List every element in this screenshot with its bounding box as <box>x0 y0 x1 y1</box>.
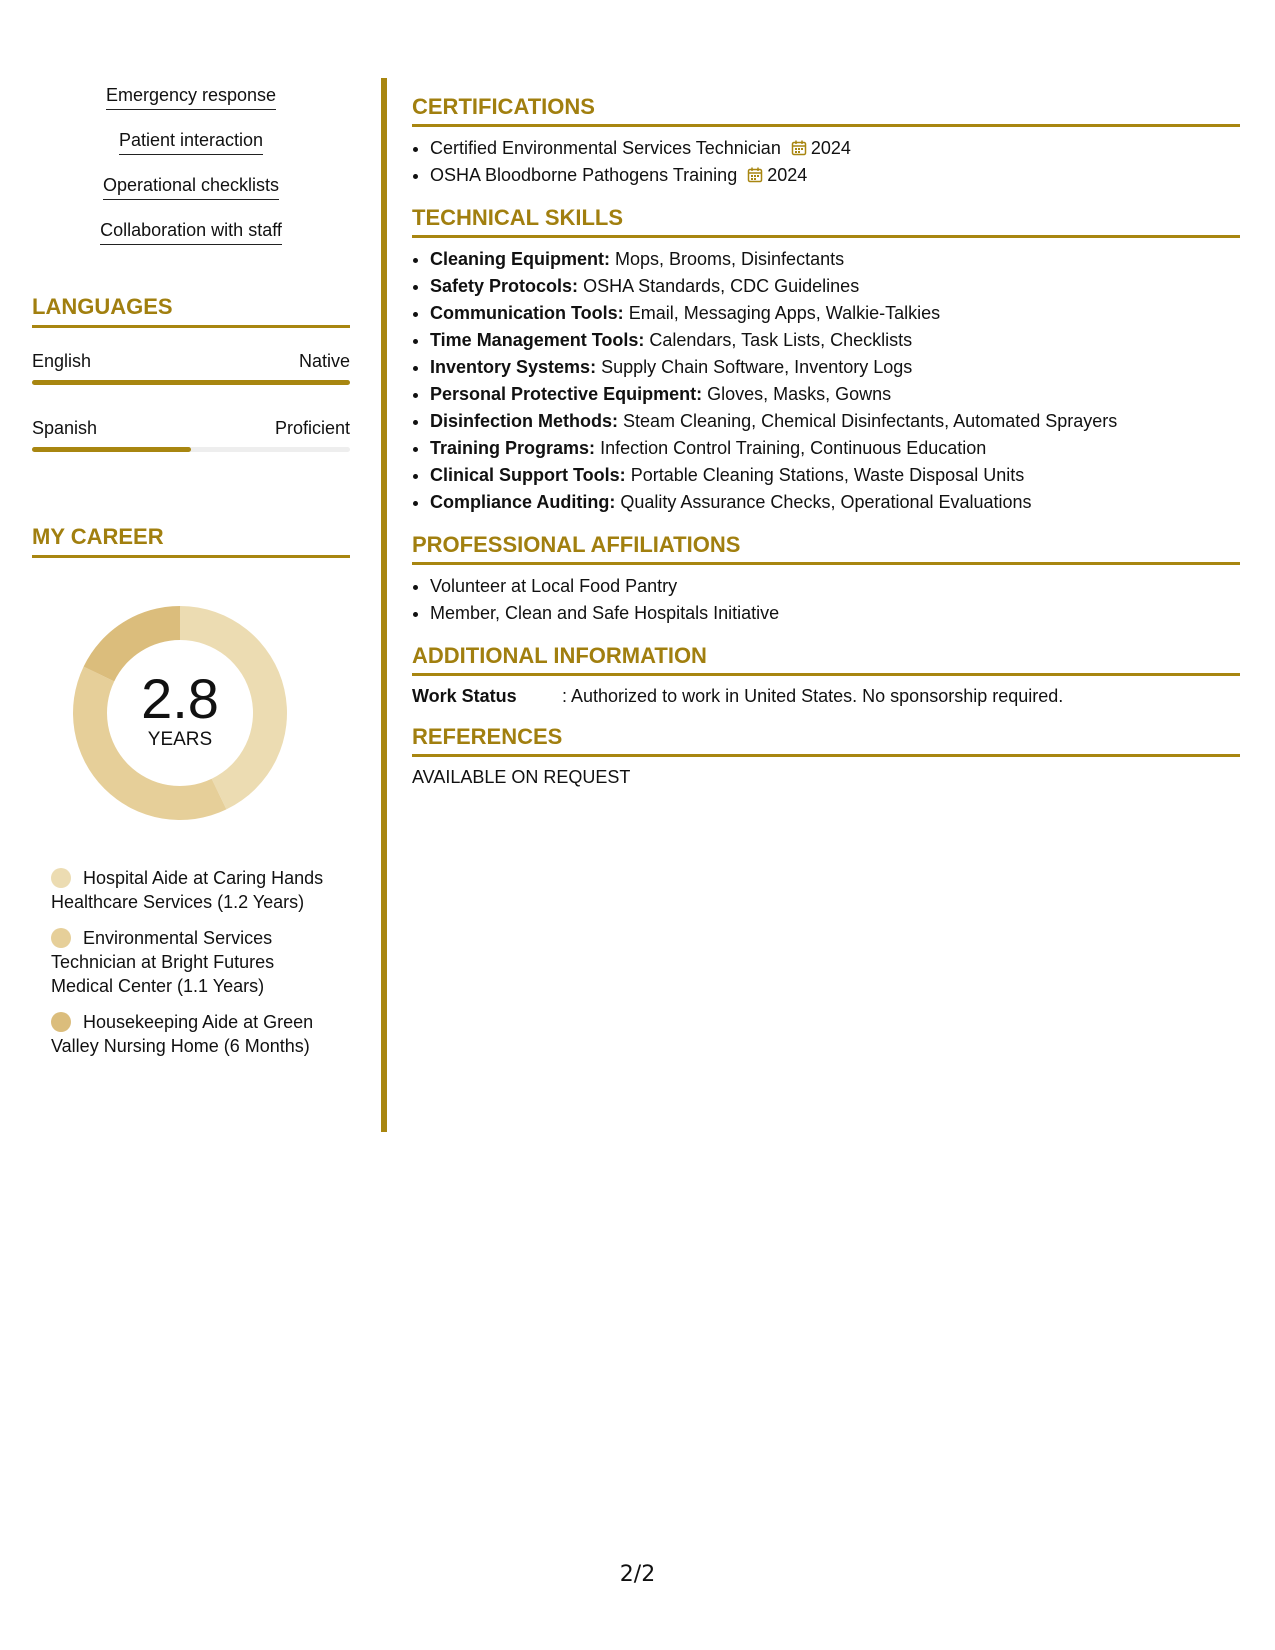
page-number: 2/2 <box>619 1562 656 1587</box>
technical-skill-item <box>430 300 1240 327</box>
affiliation-item: • Volunteer at Local Food Pantry <box>430 573 1240 600</box>
column-divider <box>381 78 387 1132</box>
work-status-row <box>412 684 1240 708</box>
career-donut-chart <box>65 598 295 828</box>
certification-item <box>430 162 1240 189</box>
skill-label: Compliance Auditing: <box>430 492 616 512</box>
skill-label: Safety Protocols: <box>430 276 579 296</box>
skill-label: Clinical Support Tools: <box>430 465 626 485</box>
technical-skill-item <box>430 354 1240 381</box>
work-status-value: : Authorized to work in United States. No sponsorship required. <box>562 686 1064 706</box>
legend-dot <box>51 928 71 948</box>
additional-info-section <box>412 643 1240 708</box>
certifications-list <box>412 135 1240 189</box>
certification-name: OSHA Bloodborne Pathogens Training <box>430 165 738 185</box>
certifications-title: CERTIFICATIONS <box>412 94 1240 127</box>
language-level-bar <box>32 380 350 385</box>
language-level-fill <box>32 380 350 385</box>
skill-value: Steam Cleaning, Chemical Disinfectants, Automated Sprayers <box>623 411 1118 431</box>
affiliations-list <box>412 573 1240 627</box>
skill-tag: Operational checklists <box>103 174 279 200</box>
career-label: Hospital Aide at Caring Hands Healthcare Services (1.2 Years) <box>51 868 324 912</box>
skill-value: Mops, Brooms, Disinfectants <box>615 249 845 269</box>
skill-value: Portable Cleaning Stations, Waste Disposal Units <box>630 465 1025 485</box>
skill-value: Supply Chain Software, Inventory Logs <box>601 357 913 377</box>
career-label: Environmental Services Technician at Bright Futures Medical Center (1.1 Years) <box>51 928 275 996</box>
languages-title: LANGUAGES <box>32 294 350 328</box>
left-column <box>32 84 350 1070</box>
skill-label: Training Programs: <box>430 438 596 458</box>
skill-value: Quality Assurance Checks, Operational Evaluations <box>620 492 1032 512</box>
career-total-unit: YEARS <box>147 729 213 750</box>
affiliations-section <box>412 532 1240 627</box>
technical-skill-item <box>430 381 1240 408</box>
technical-skills-list <box>412 246 1240 516</box>
language-level-bar <box>32 447 350 452</box>
career-total-value: 2.8 <box>141 667 219 730</box>
technical-skill-item <box>430 408 1240 435</box>
career-donut-center <box>65 598 295 828</box>
skill-value: Email, Messaging Apps, Walkie-Talkies <box>628 303 941 323</box>
language-level-fill <box>32 447 191 452</box>
technical-skills-section <box>412 205 1240 516</box>
technical-skill-item <box>430 273 1240 300</box>
career-label: Housekeeping Aide at Green Valley Nursing Home (6 Months) <box>51 1012 314 1056</box>
affiliations-title: PROFESSIONAL AFFILIATIONS <box>412 532 1240 565</box>
right-column <box>412 94 1240 805</box>
language-name: Spanish <box>32 418 98 438</box>
skill-label: Time Management Tools: <box>430 330 645 350</box>
languages-section <box>32 294 350 452</box>
language-level: Proficient <box>274 418 350 438</box>
certification-year: 2024 <box>767 165 808 185</box>
calendar-icon <box>791 140 807 156</box>
technical-skill-item <box>430 246 1240 273</box>
career-legend-item <box>51 1010 331 1058</box>
skill-label: Communication Tools: <box>430 303 624 323</box>
technical-skill-item <box>430 462 1240 489</box>
language-level: Native <box>298 351 350 371</box>
skill-value: Gloves, Masks, Gowns <box>707 384 892 404</box>
additional-info-title: ADDITIONAL INFORMATION <box>412 643 1240 676</box>
certification-year: 2024 <box>810 138 851 158</box>
skill-tags <box>32 84 350 264</box>
technical-skill-item <box>430 327 1240 354</box>
career-legend <box>51 866 331 1058</box>
calendar-icon <box>747 167 763 183</box>
references-text: AVAILABLE ON REQUEST <box>412 767 631 787</box>
skill-label: Inventory Systems: <box>430 357 597 377</box>
skill-value: OSHA Standards, CDC Guidelines <box>583 276 860 296</box>
language-item <box>32 350 350 385</box>
career-legend-item <box>51 926 331 998</box>
technical-skill-item <box>430 489 1240 516</box>
references-title: REFERENCES <box>412 724 1240 757</box>
skill-label: Disinfection Methods: <box>430 411 618 431</box>
references-section <box>412 724 1240 789</box>
career-legend-item <box>51 866 331 914</box>
skill-tag: Collaboration with staff <box>100 219 282 245</box>
language-item <box>32 417 350 452</box>
language-name: English <box>32 351 92 371</box>
technical-skill-item <box>430 435 1240 462</box>
career-section <box>32 524 350 1058</box>
skill-tag: Patient interaction <box>119 129 263 155</box>
skill-value: Calendars, Task Lists, Checklists <box>649 330 913 350</box>
skill-tag: Emergency response <box>106 84 276 110</box>
skill-label: Cleaning Equipment: <box>430 249 610 269</box>
certifications-section <box>412 94 1240 189</box>
certification-name: Certified Environmental Services Technician <box>430 138 781 158</box>
skill-value: Infection Control Training, Continuous Education <box>600 438 987 458</box>
certification-item <box>430 135 1240 162</box>
skill-label: Personal Protective Equipment: <box>430 384 703 404</box>
legend-dot <box>51 868 71 888</box>
career-title: MY CAREER <box>32 524 350 558</box>
technical-skills-title: TECHNICAL SKILLS <box>412 205 1240 238</box>
legend-dot <box>51 1012 71 1032</box>
affiliation-item: • Member, Clean and Safe Hospitals Initiative <box>430 600 1240 627</box>
work-status-label: Work Status <box>412 686 517 706</box>
